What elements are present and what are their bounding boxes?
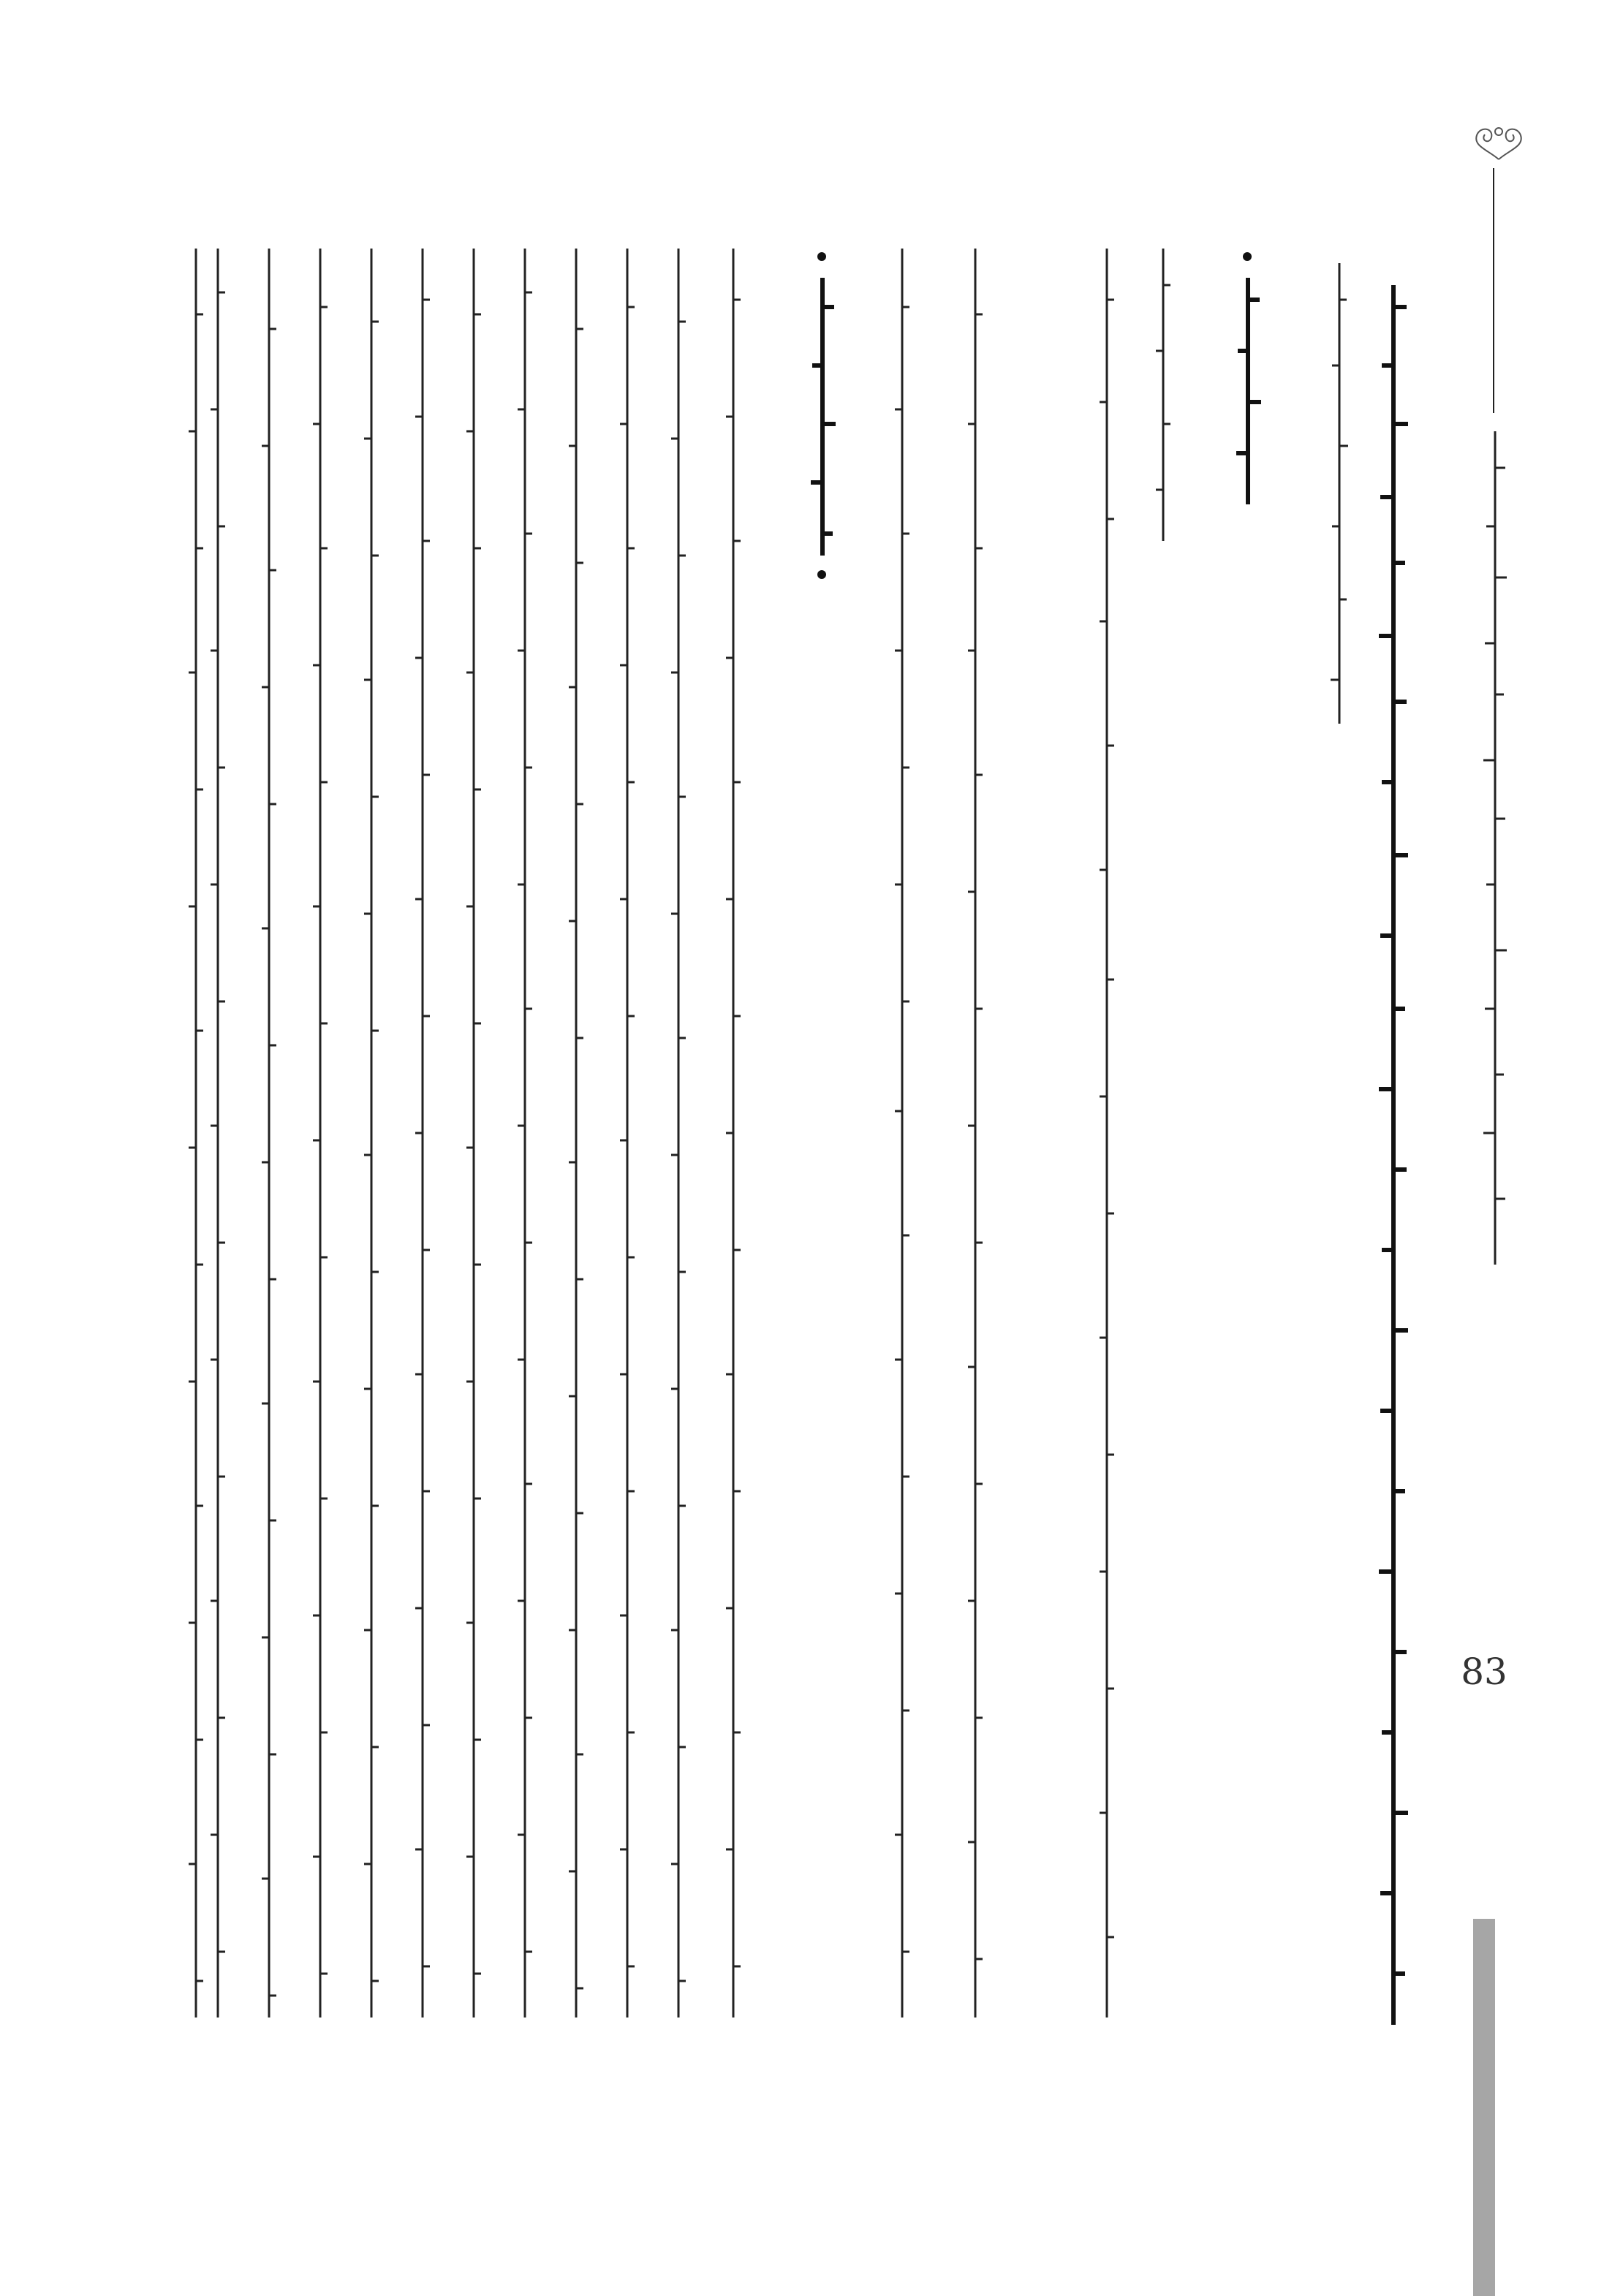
section-2-line-2 xyxy=(1094,241,1120,2025)
heading-1-subline xyxy=(1325,256,1354,731)
bullet-heading-3 xyxy=(817,252,826,261)
section-2-line-1 xyxy=(1150,241,1176,548)
heading-3 xyxy=(803,270,842,563)
section-3-line-2 xyxy=(665,241,692,2025)
bullet-heading-3-end xyxy=(817,570,826,579)
heading-1 xyxy=(1372,256,1415,2039)
section-2-line-4 xyxy=(889,241,915,2025)
page-edge-tab xyxy=(1473,1919,1495,2296)
section-2-line-3 xyxy=(962,241,988,2025)
section-3-line-5 xyxy=(512,241,538,2025)
section-3-line-10 xyxy=(256,241,282,2025)
heading-2 xyxy=(1228,270,1268,512)
section-3-line-6 xyxy=(461,241,487,2025)
header-rule xyxy=(1493,168,1494,413)
section-3-line-1 xyxy=(720,241,746,2025)
section-3-line-9 xyxy=(307,241,333,2025)
running-head xyxy=(1473,424,1517,1272)
section-3-line-12 xyxy=(183,241,209,2025)
flourish-ornament-icon xyxy=(1466,117,1532,161)
section-3-line-7 xyxy=(409,241,436,2025)
bullet-heading-2 xyxy=(1243,252,1252,261)
section-3-line-8 xyxy=(358,241,385,2025)
page-number: 83 xyxy=(1461,1651,1507,1693)
section-3-line-4 xyxy=(563,241,589,2025)
section-3-line-3 xyxy=(614,241,640,2025)
